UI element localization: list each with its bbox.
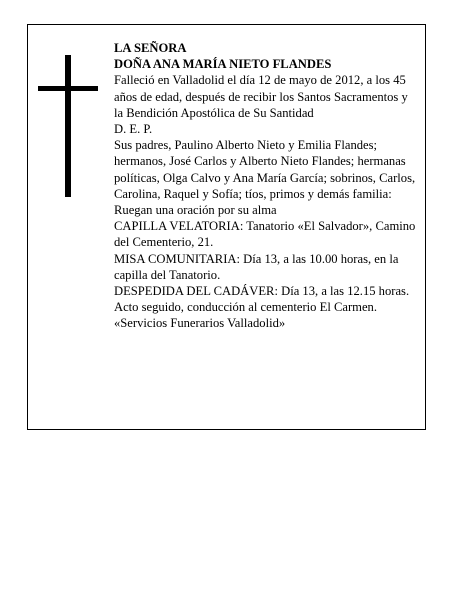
notice-title: LA SEÑORA [114,41,187,55]
wake-chapel-details: CAPILLA VELATORIA: Tanatorio «El Salvador», Camino del Cementerio, 21. [114,219,416,250]
farewell-details: DESPEDIDA DEL CADÁVER: Día 13, a las 12.15 horas. Acto seguido, conducción al cementerio El Carmen. [114,284,410,315]
obituary-text-block [114,40,416,332]
cross-vertical-bar [65,55,71,197]
family-list: Sus padres, Paulino Alberto Nieto y Emilia Flandes; hermanos, José Carlos y Alberto Nieto Flandes; hermanas políticas, Olga Calvo y Ana María García; sobrinos, Carlos, Carolina, Raquel y Sofía; tíos, primos y demás familia: [114,138,416,201]
community-mass-details: MISA COMUNITARIA: Día 13, a las 10.00 horas, en la capilla del Tanatorio. [114,251,399,282]
deceased-name: DOÑA ANA MARÍA NIETO FLANDES [114,57,332,72]
funeral-services-name: «Servicios Funerarios Valladolid» [114,316,286,331]
prayer-request: Ruegan una oración por su alma [114,203,277,218]
rest-in-peace-text: D. E. P. [114,122,153,137]
latin-cross-icon [38,55,98,197]
cross-horizontal-bar [38,86,98,91]
death-details: Falleció en Valladolid el día 12 de mayo de 2012, a los 45 años de edad, después de recibir los Santos Sacramentos y la Bendición Apostólica de Su Santidad [114,73,408,120]
